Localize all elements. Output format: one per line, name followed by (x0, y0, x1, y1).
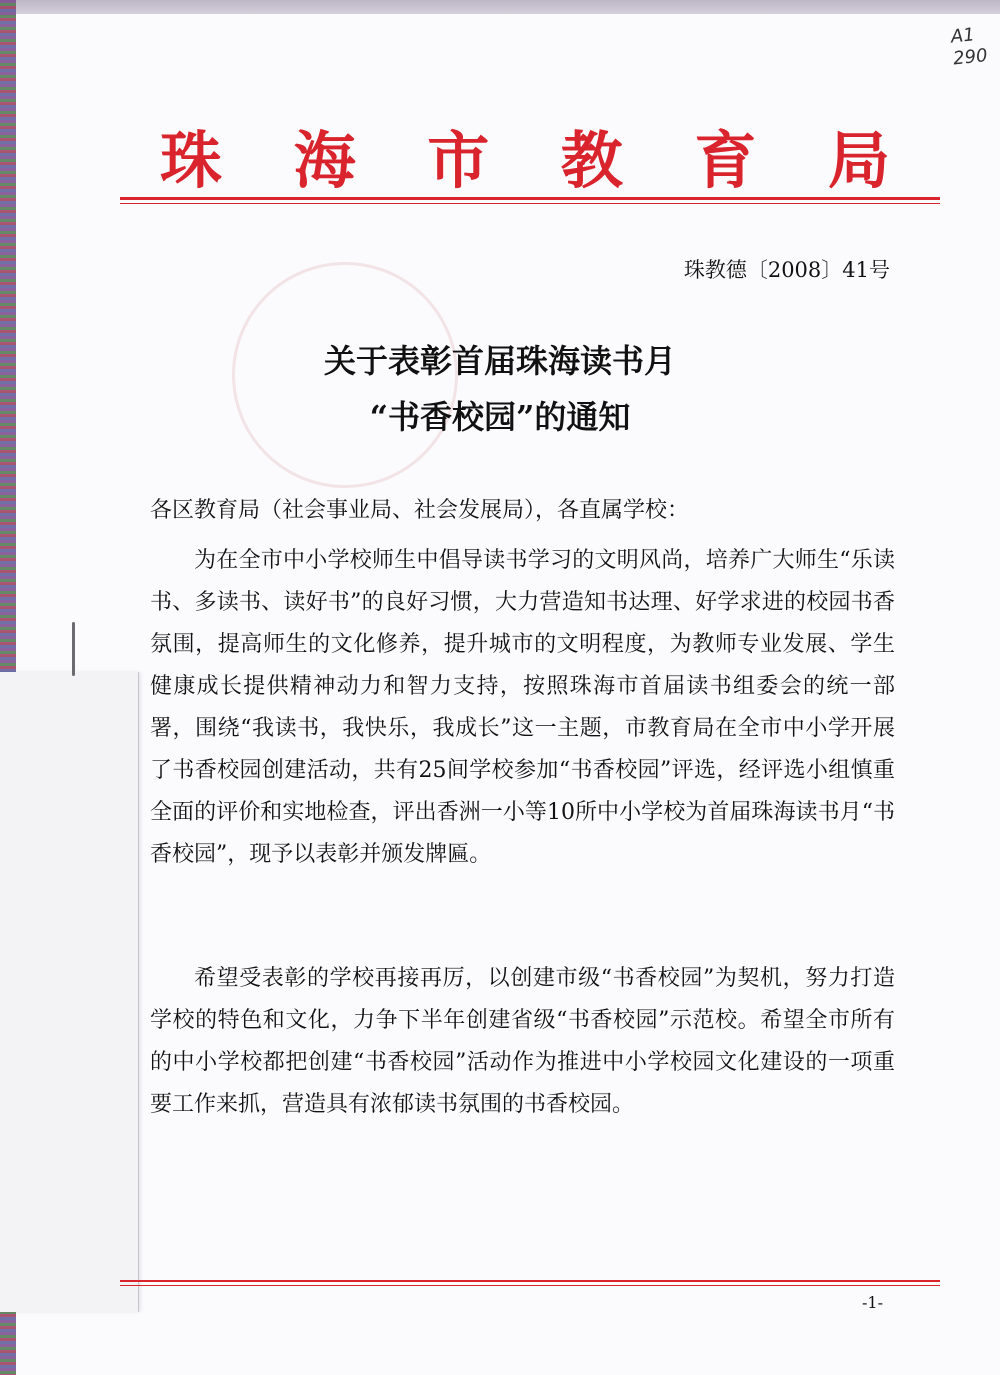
letterhead-title (120, 110, 940, 200)
letterhead-char: 珠 (160, 123, 223, 197)
document-title-line2: “书香校园”的通知 (369, 398, 631, 436)
letterhead-char: 局 (827, 123, 890, 197)
letterhead-char: 市 (427, 123, 490, 197)
underlying-sheet (0, 672, 139, 1312)
body-paragraph: 希望受表彰的学校再接再厉，以创建市级“书香校园”为契机，努力打造学校的特色和文化，力争下半年创建省级“书香校园”示范校。希望全市所有的中小学校都把创建“书香校园”活动作为推进中小学校园文化建设的一项重要工作来抓，营造具有浓郁读书氛围的书香校园。 (150, 966, 895, 1117)
letterhead-char: 教 (560, 123, 623, 197)
header-rule-thin (120, 203, 940, 204)
footer-rule-thick (120, 1280, 940, 1282)
page-number: -1- (862, 1293, 883, 1312)
salutation: 各区教育局（社会事业局、社会发展局），各直属学校： (150, 498, 690, 523)
handwritten-note: A1 290 (949, 24, 989, 70)
body-paragraph: 为在全市中小学校师生中倡导读书学习的文明风尚，培养广大师生“乐读书、多读书、读好书”的良好习惯，大力营造知书达理、好学求进的校园书香氛围，提高师生的文化修养，提升城市的文明程度，为教师专业发展、学生健康成长提供精神动力和智力支持，按照珠海市首届读书组委会的统一部署，围绕“我读书，我快乐，我成长”这一主题，市教育局在全市中小学开展了书香校园创建活动，共有25间学校参加“书香校园”评选，经评选小组慎重全面的评价和实地检查，评出香洲一小等10所中小学校为首届珠海读书月“书香校园”，现予以表彰并颁发牌匾。 (150, 548, 895, 867)
header-rule-thick (120, 197, 940, 200)
footer-rule-thin (120, 1285, 940, 1286)
staple-mark (72, 622, 75, 676)
letterhead-char: 育 (694, 123, 757, 197)
document-number: 珠教德〔2008〕41号 (683, 258, 890, 282)
document-title-line1: 关于表彰首届珠海读书月 (323, 342, 676, 380)
letterhead-char: 海 (293, 123, 356, 197)
